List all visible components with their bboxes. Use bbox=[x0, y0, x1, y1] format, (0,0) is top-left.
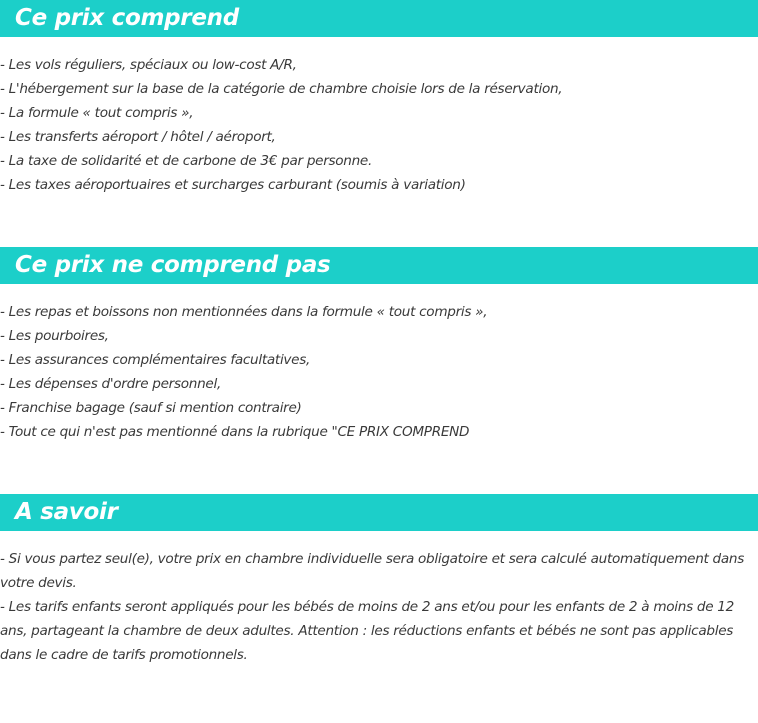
list-item: - La taxe de solidarité et de carbone de 3€ par personne. bbox=[0, 153, 373, 169]
list-item: - La formule « tout compris », bbox=[0, 105, 194, 121]
list-item: - Les assurances complémentaires facultatives, bbox=[0, 352, 311, 368]
list-item: - Les vols réguliers, spéciaux ou low-cost A/R, bbox=[0, 57, 297, 73]
list-item: - Si vous partez seul(e), votre prix en chambre individuelle sera obligatoire et sera calculé automatiquement dans votre devis. bbox=[0, 551, 745, 591]
list-item: - Les transferts aéroport / hôtel / aéroport, bbox=[0, 129, 276, 145]
list-item: - Franchise bagage (sauf si mention contraire) bbox=[0, 400, 302, 416]
list-item: - L'hébergement sur la base de la catégorie de chambre choisie lors de la réservation, bbox=[0, 81, 563, 97]
section-title-not-included: Ce prix ne comprend pas bbox=[0, 247, 758, 284]
list-item: - Les pourboires, bbox=[0, 328, 109, 344]
section-title-good-to-know: A savoir bbox=[0, 494, 758, 531]
list-item: - Les tarifs enfants seront appliqués pour les bébés de moins de 2 ans et/ou pour les enfants de 2 à moins de 12 ans, partageant la chambre de deux adultes. Attention : les réductions enfants et bébés ne sont pas applicables dans le cadre de tarifs promotionnels. bbox=[0, 599, 734, 663]
included-list bbox=[0, 53, 758, 197]
list-item: - Tout ce qui n'est pas mentionné dans la rubrique "CE PRIX COMPREND bbox=[0, 424, 470, 440]
not-included-list bbox=[0, 300, 758, 444]
section-title-included: Ce prix comprend bbox=[0, 0, 758, 37]
list-item: - Les taxes aéroportuaires et surcharges carburant (soumis à variation) bbox=[0, 177, 466, 193]
list-item: - Les dépenses d'ordre personnel, bbox=[0, 376, 221, 392]
list-item: - Les repas et boissons non mentionnées dans la formule « tout compris », bbox=[0, 304, 488, 320]
good-to-know-list bbox=[0, 547, 758, 667]
